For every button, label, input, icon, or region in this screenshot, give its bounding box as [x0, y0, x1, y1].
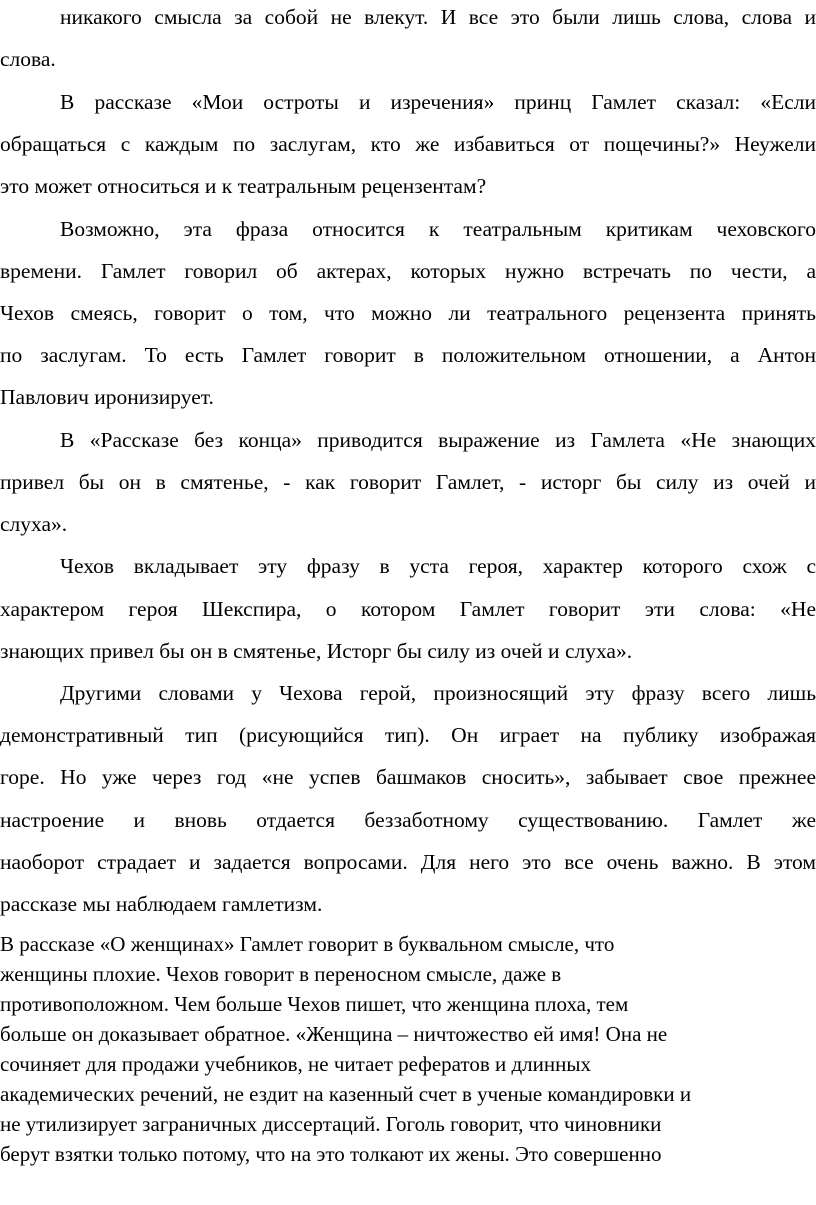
text-line: женщины плохие. Чехов говорит в переносном смысле, даже в [0, 962, 562, 986]
text-line: знающих привел бы он в смятенье, Исторг бы силу из очей и слуха». [0, 639, 633, 663]
text-line: В «Рассказе без конца» приводится выражение из Гамлета «Не знающих [60, 428, 816, 452]
text-line: больше он доказывает обратное. «Женщина – ничтожество ей имя! Она не [0, 1022, 668, 1046]
text-line: В рассказе «Мои остроты и изречения» принц Гамлет сказал: «Если [60, 90, 816, 114]
text-line: обращаться с каждым по заслугам, кто же избавиться от пощечины?» Неужели [0, 132, 816, 156]
text-line: Чехов смеясь, говорит о том, что можно ли театрального рецензента принять [0, 301, 816, 325]
text-line: сочиняет для продажи учебников, не читает рефератов и длинных [0, 1052, 591, 1076]
text-line: академических речений, не ездит на казенный счет в ученые командировки и [0, 1082, 692, 1106]
text-line: Возможно, эта фраза относится к театральным критикам чеховского [60, 217, 816, 241]
text-line: слуха». [0, 512, 68, 536]
text-line: противоположном. Чем больше Чехов пишет, что женщина плоха, тем [0, 992, 629, 1016]
text-line: не утилизирует заграничных диссертаций. Гоголь говорит, что чиновники [0, 1112, 662, 1136]
text-line: времени. Гамлет говорил об актерах, которых нужно встречать по чести, а [0, 259, 816, 283]
text-line: характером героя Шекспира, о котором Гамлет говорит эти слова: «Не [0, 597, 816, 621]
text-line: привел бы он в смятенье, - как говорит Гамлет, - исторг бы силу из очей и [0, 470, 816, 494]
text-line: Чехов вкладывает эту фразу в уста героя, характер которого схож с [60, 554, 816, 578]
text-line: настроение и вновь отдается беззаботному существованию. Гамлет же [0, 808, 816, 832]
text-line: это может относиться и к театральным рецензентам? [0, 174, 487, 198]
text-line: рассказе мы наблюдаем гамлетизм. [0, 892, 323, 916]
text-line: демонстративный тип (рисующийся тип). Он играет на публику изображая [0, 723, 816, 747]
text-line: горе. Но уже через год «не успев башмаков сносить», забывает свое прежнее [0, 765, 816, 789]
text-line: слова. [0, 47, 56, 71]
text-line: В рассказе «О женщинах» Гамлет говорит в буквальном смысле, что [0, 932, 615, 956]
text-line: Другими словами у Чехова герой, произносящий эту фразу всего лишь [60, 681, 816, 705]
text-line: Павлович иронизирует. [0, 385, 214, 409]
text-line: по заслугам. То есть Гамлет говорит в положительном отношении, а Антон [0, 343, 816, 367]
text-line: наоборот страдает и задается вопросами. Для него это все очень важно. В этом [0, 850, 816, 874]
text-line: берут взятки только потому, что на это толкают их жены. Это совершенно [0, 1142, 662, 1166]
text-line: никакого смысла за собой не влекут. И все это были лишь слова, слова и [60, 5, 816, 29]
